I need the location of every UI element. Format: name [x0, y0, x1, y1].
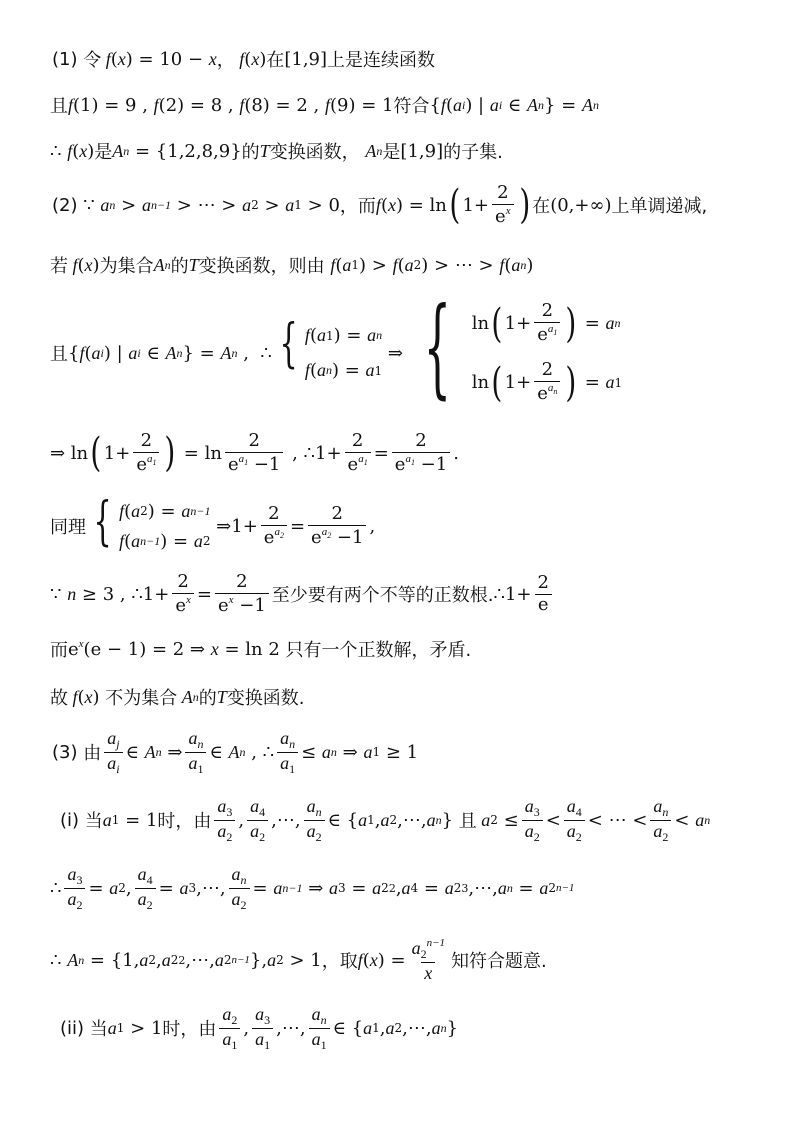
- p2-line7: 而 $e^x(e - 1) = 2$ ⇒ x = ln 2 只有一个正数解，矛盾.: [50, 638, 472, 661]
- p1-line2: 且 f (1) = 9 , f (2) = 8 , f (8) = 2 , f (9) = 1 符合 { f ( a i ) | a i ∈ A n } = A n: [50, 94, 599, 117]
- p3-line2: (i) 当 a 1 = 1 时，由 $\frac{a_3}{a_2}$ , $\frac{a_4}{a_2}$ ,⋯, $\frac{a_n}{a_2}$ ∈ { a 1 , a 2 ,⋯, a n } 且 a 2 ≤ $\frac{a_3}{a_2}$ < $\frac{a_4}{a_2}$ < ⋯ < $\frac{a_n}{a_2}$ < a n: [60, 795, 711, 844]
- p2-line1: (2) ∵ a n > a n−1 > ⋯ > a 2 > a 1 > 0 ，而 f ( x ) = ln ( 1+ $\frac{2}{e^x}$ ) 在 (0,+∞) 上单调递减,: [52, 181, 708, 228]
- formula: f: [101, 48, 111, 69]
- p3-line4: ∴ A n = {1, a 2 , a 2 2 ,⋯, a 2 n−1 }, a 2 > 1 ，取 f ( x ) = $\frac{a_2^{n-1}}{x}$ 知符合题意.: [50, 936, 547, 983]
- p3-line5: (ii) 当 a 1 > 1 时，由 $\frac{a_2}{a_1}$ , $\frac{a_3}{a_1}$ ,⋯, $\frac{a_n}{a_1}$ ∈ { a 1 , a 2 ,⋯, a n }: [60, 1003, 459, 1052]
- p2-line3: 且 { f ( a i ) | a i ∈ A n } = A n , ∴ { f ( a 1 ) = a n f ( a n ) = a 1 ⇒ { ln ( 1+ $\frac{2}{e^{a_1}}$ ) = a n ln ( 1+ $\frac{2}{e^{a_n}}$ ) = a 1: [50, 285, 623, 410]
- p2-line6: ∵ n ≥ 3 , ∴1+ $\frac{2}{e^x}$ = $\frac{2}{e^x -1}$ 至少要有两个不等的正数根. ∴1+ $\frac{2}{e}$: [50, 566, 555, 622]
- p3-line3: ∴ $\frac{a_3}{a_2}$ = a 2 , $\frac{a_4}{a_2}$ = a 3 ,⋯, $\frac{a_n}{a_2}$ = a n−1 ⇒ a 3 = a 2 2 , a 4 = a 2 3 ,⋯, a n = a 2 n−1: [50, 863, 575, 912]
- p3-line1: (3) 由 $\frac{a_j}{a_i}$ ∈ A n ⇒ $\frac{a_n}{a_1}$ ∈ A n , ∴ $\frac{a_n}{a_1}$ ≤ a n ⇒ a 1 ≥ 1: [52, 727, 419, 776]
- p2-line4: ⇒ ln ( 1+ $\frac{2}{e^{a_1}}$ ) = ln $\frac{2}{e^{a_1} -1}$ , ∴1+ $\frac{2}{e^{a_1}}$ = $\frac{2}{e^{a_1} -1}$ .: [50, 429, 459, 476]
- p2-line5: 同理 { f ( a 2 ) = a n−1 f ( a n−1 ) = a 2 ⇒1+ $\frac{2}{e^{a_2}}$ = $\frac{2}{e^{a_2} -1}$ ,: [50, 492, 376, 552]
- p2-line8: 故 f ( x ) 不为集合 A n 的 T 变换函数.: [50, 686, 305, 709]
- p1-line3: ∴ f ( x ) 是 A n = {1,2,8,9} 的 T 变换函数， A n 是 [1,9] 的子集.: [50, 140, 503, 163]
- p1-line1: (1) 令 f ( x ) = 10 − x ， f ( x ) 在 [1,9] 上是连续函数: [52, 48, 436, 71]
- p2-line2: 若 f ( x ) 为集合 A n 的 T 变换函数，则由 f ( a 1 ) > f ( a 2 ) > ⋯ > f ( a n ): [50, 254, 534, 277]
